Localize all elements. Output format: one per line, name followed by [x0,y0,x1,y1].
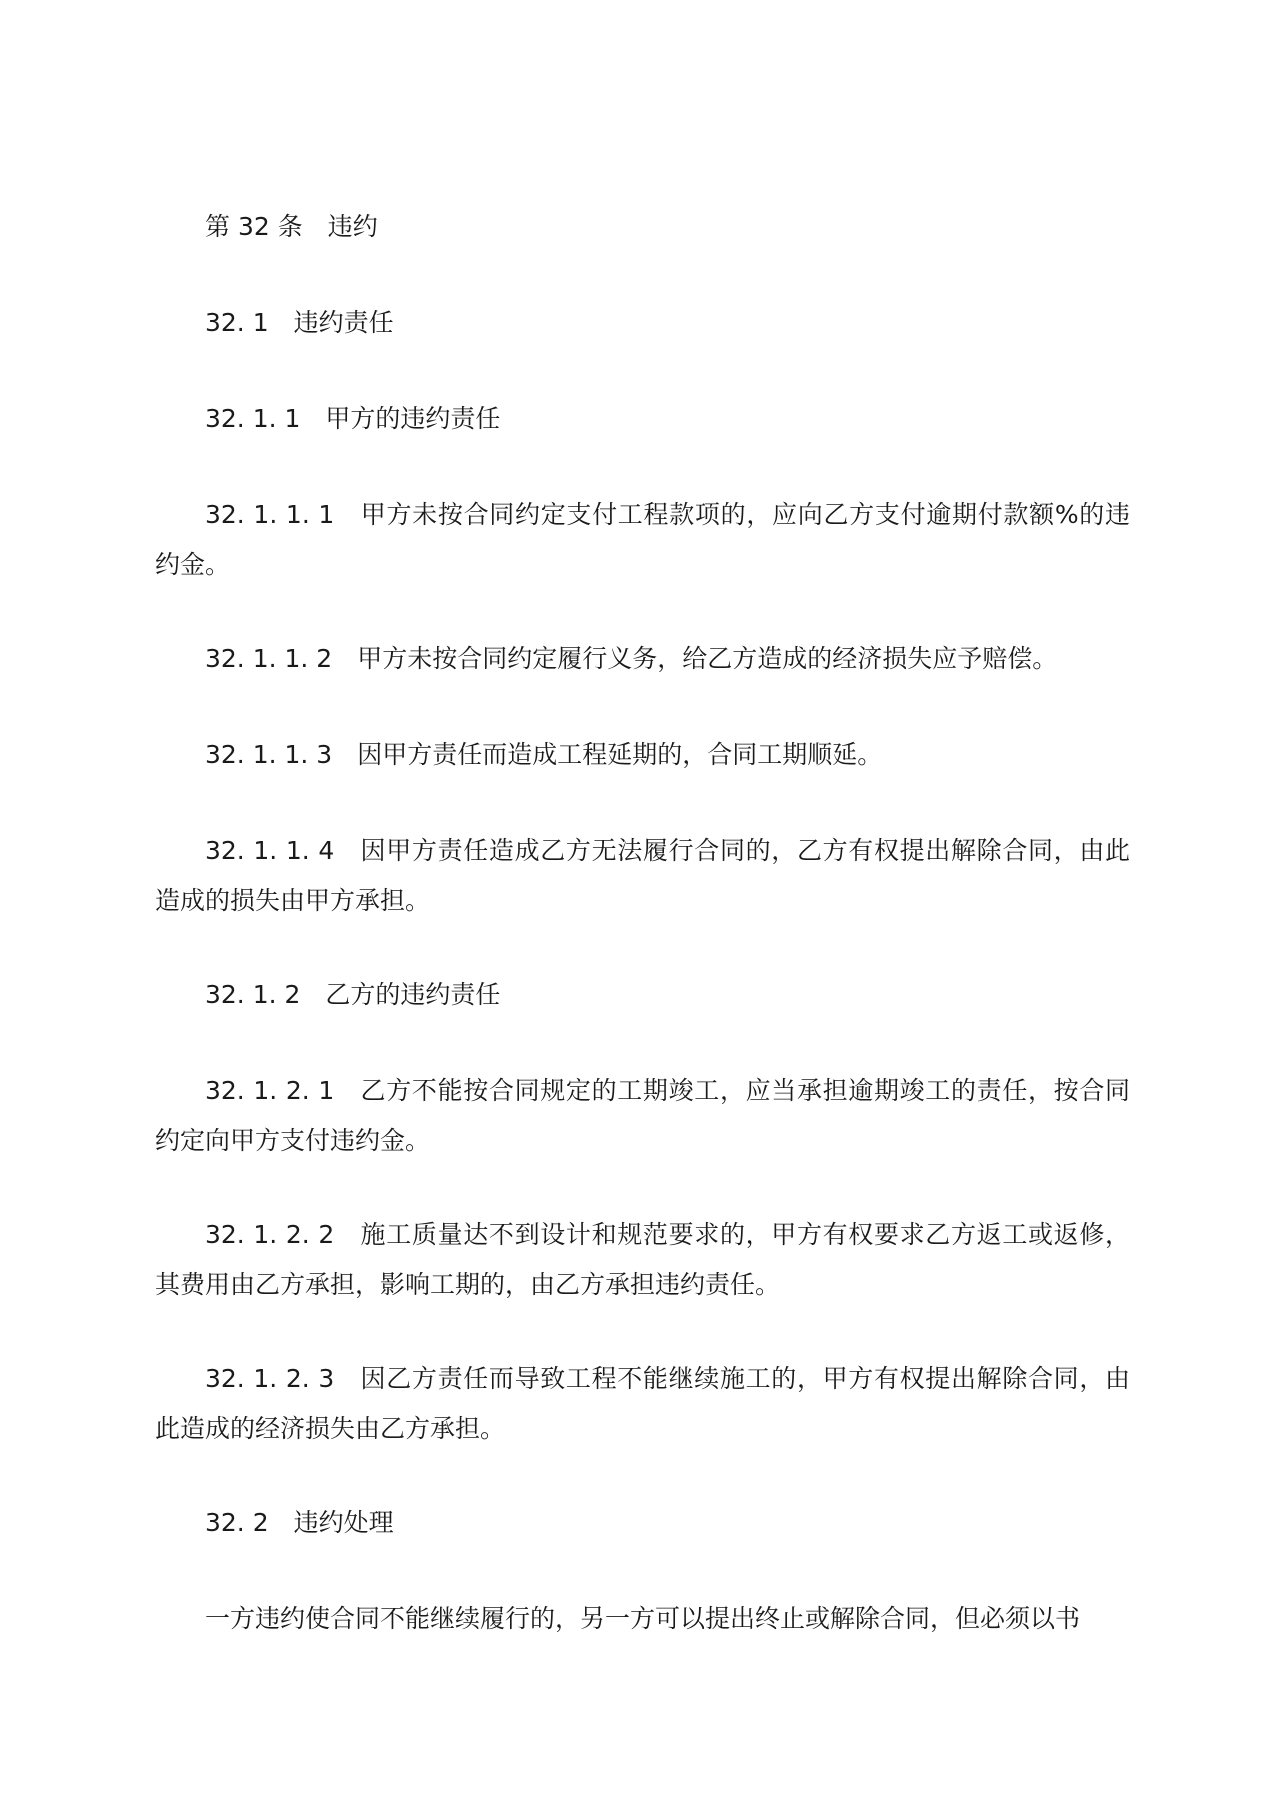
clause-32-1-1-2-text: 32. 1. 1. 2 甲方未按合同约定履行义务，给乙方造成的经济损失应予赔偿。 [205,644,1058,673]
clause-32-1-2-2-text: 32. 1. 2. 2 施工质量达不到设计和规范要求的，甲方有权要求乙方返工或返修，其费用由乙方承担，影响工期的，由乙方承担违约责任。 [155,1220,1130,1299]
clause-32-1-2-heading: 32. 1. 2 乙方的违约责任 [205,980,501,1009]
clause-32-1-1-4-text: 32. 1. 1. 4 因甲方责任造成乙方无法履行合同的，乙方有权提出解除合同，由此造成的损失由甲方承担。 [155,836,1130,915]
clause-32-2-body-text: 一方违约使合同不能继续履行的，另一方可以提出终止或解除合同，但必须以书 [205,1604,1081,1633]
clause-32-1-heading: 32. 1 违约责任 [205,308,394,337]
clause-32-1-2-1-text: 32. 1. 2. 1 乙方不能按合同规定的工期竣工，应当承担逾期竣工的责任，按合同约定向甲方支付违约金。 [155,1076,1130,1155]
article-heading: 第 32 条 违约 [205,212,378,241]
clause-32-2-heading: 32. 2 违约处理 [205,1508,394,1537]
clause-32-1-1-heading: 32. 1. 1 甲方的违约责任 [205,404,501,433]
clause-32-1-1-1-text: 32. 1. 1. 1 甲方未按合同约定支付工程款项的，应向乙方支付逾期付款额%的违约金。 [155,500,1130,579]
clause-32-1-2-3-text: 32. 1. 2. 3 因乙方责任而导致工程不能继续施工的，甲方有权提出解除合同，由此造成的经济损失由乙方承担。 [155,1364,1130,1443]
clause-32-1-1-3-text: 32. 1. 1. 3 因甲方责任而造成工程延期的，合同工期顺延。 [205,740,883,769]
